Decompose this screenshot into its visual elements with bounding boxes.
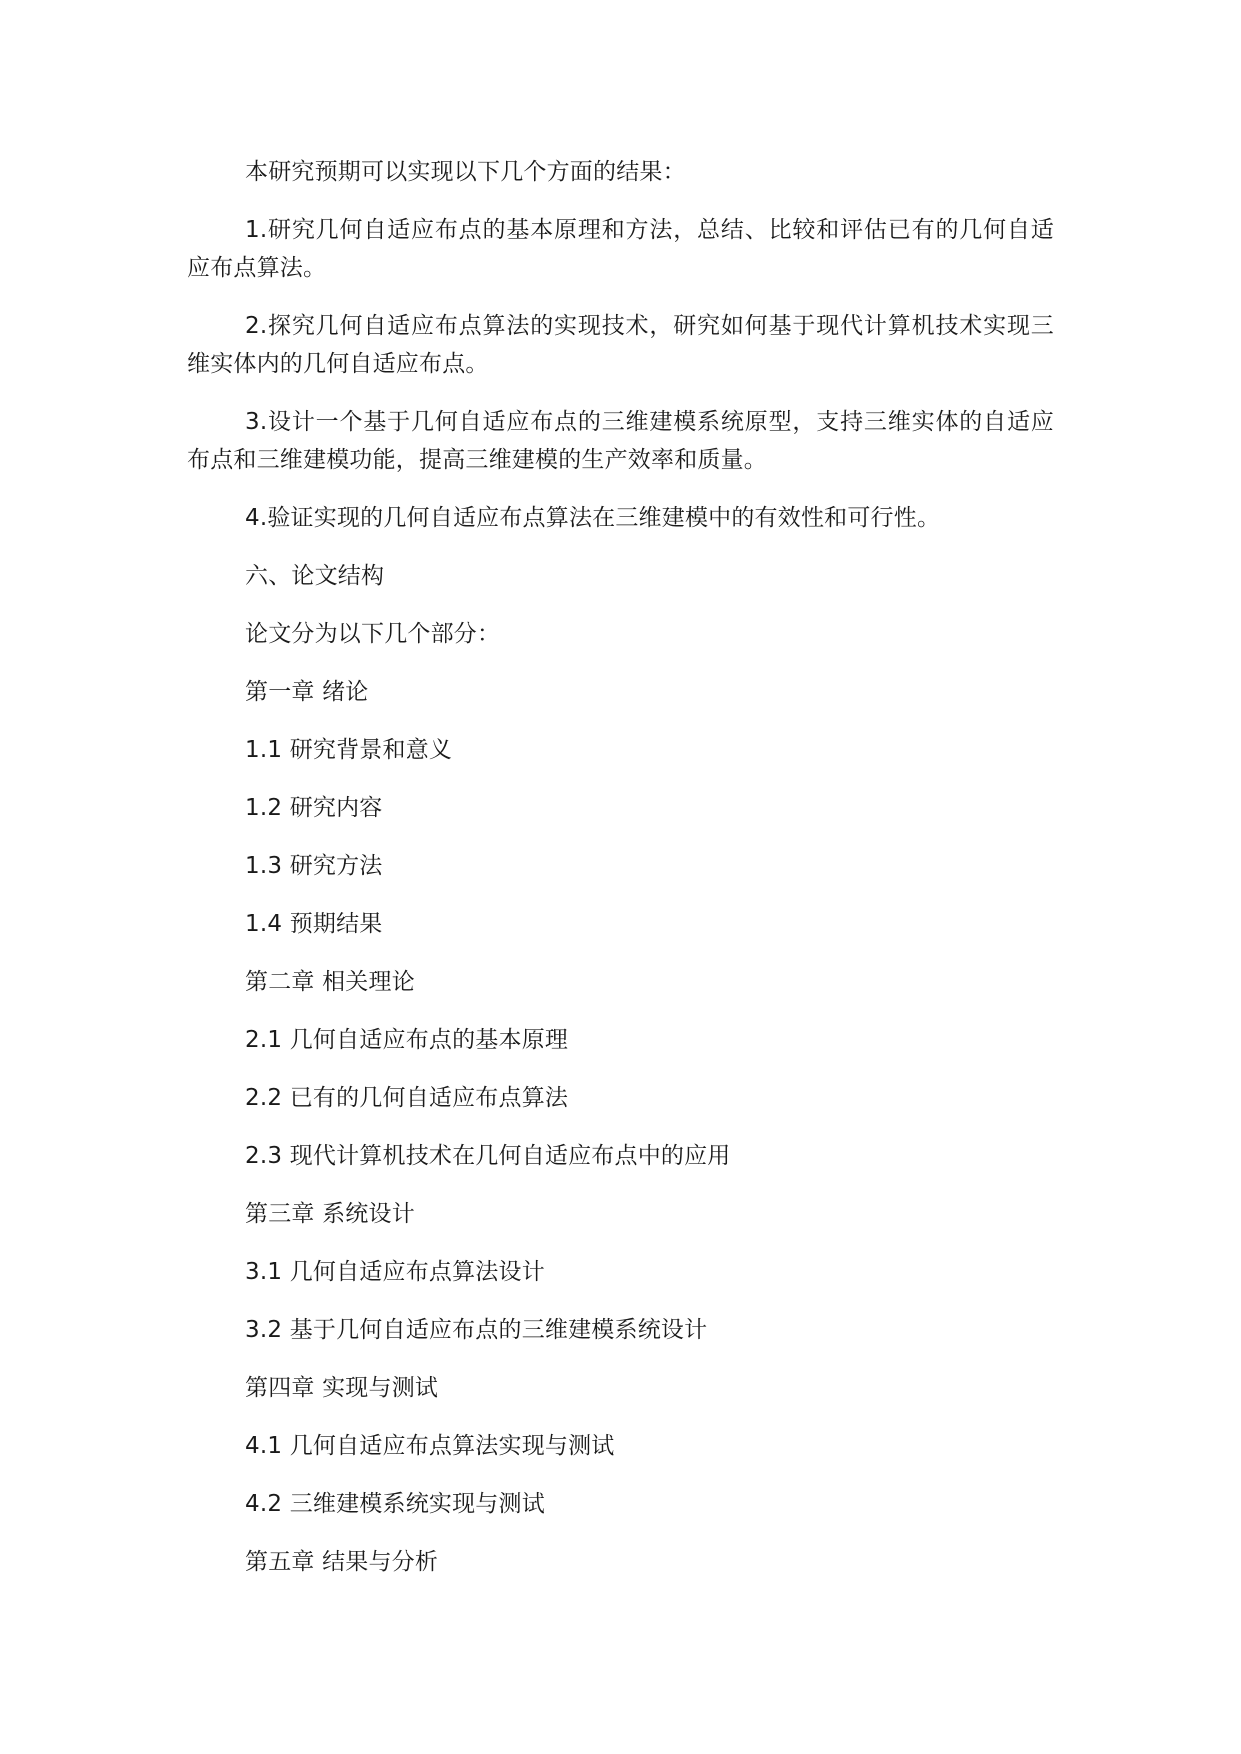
paragraph-structure-intro: 论文分为以下几个部分： — [245, 621, 501, 647]
toc-item-2-1: 2.1 几何自适应布点的基本原理 — [245, 1027, 569, 1053]
toc-item-3-2: 3.2 基于几何自适应布点的三维建模系统设计 — [245, 1317, 708, 1343]
chapter-4-heading: 第四章 实现与测试 — [245, 1375, 439, 1401]
toc-item-1-4: 1.4 预期结果 — [245, 911, 383, 937]
chapter-5-heading: 第五章 结果与分析 — [245, 1549, 439, 1575]
toc-item-1-3: 1.3 研究方法 — [245, 853, 383, 879]
paragraph-result-2: 2.探究几何自适应布点算法的实现技术，研究如何基于现代计算机技术实现三维实体内的几何自适应布点。 — [187, 313, 1054, 377]
paragraph-intro: 本研究预期可以实现以下几个方面的结果： — [245, 159, 686, 185]
paragraph-result-4: 4.验证实现的几何自适应布点算法在三维建模中的有效性和可行性。 — [245, 505, 941, 531]
chapter-3-heading: 第三章 系统设计 — [245, 1201, 415, 1227]
chapter-1-heading: 第一章 绪论 — [245, 679, 369, 705]
section-heading-thesis-structure: 六、论文结构 — [245, 563, 385, 589]
toc-item-1-1: 1.1 研究背景和意义 — [245, 737, 453, 763]
toc-item-1-2: 1.2 研究内容 — [245, 795, 383, 821]
paragraph-result-3: 3.设计一个基于几何自适应布点的三维建模系统原型，支持三维实体的自适应布点和三维建模功能，提高三维建模的生产效率和质量。 — [187, 409, 1054, 473]
toc-item-4-2: 4.2 三维建模系统实现与测试 — [245, 1491, 545, 1517]
toc-item-4-1: 4.1 几何自适应布点算法实现与测试 — [245, 1433, 615, 1459]
chapter-2-heading: 第二章 相关理论 — [245, 969, 415, 995]
toc-item-3-1: 3.1 几何自适应布点算法设计 — [245, 1259, 545, 1285]
document-body — [187, 153, 1054, 1601]
toc-item-2-3: 2.3 现代计算机技术在几何自适应布点中的应用 — [245, 1143, 731, 1169]
toc-item-2-2: 2.2 已有的几何自适应布点算法 — [245, 1085, 569, 1111]
paragraph-result-1: 1.研究几何自适应布点的基本原理和方法，总结、比较和评估已有的几何自适应布点算法。 — [187, 217, 1054, 281]
